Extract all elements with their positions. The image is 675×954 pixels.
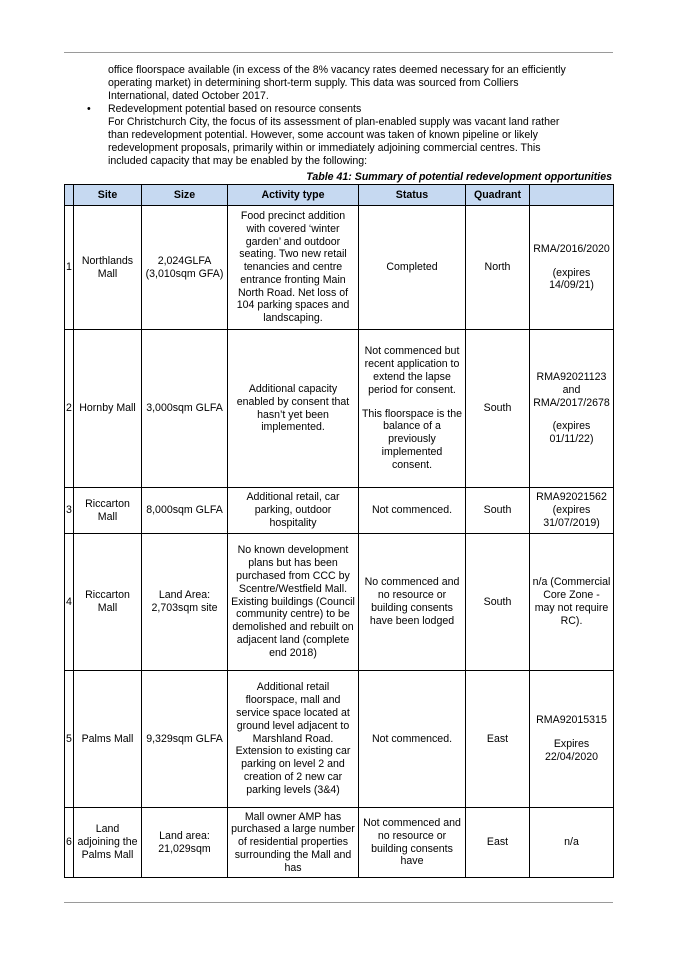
size-cell: 2,024GLFA (3,010sqm GFA) <box>142 206 228 330</box>
continuation-line: operating market) in determining short-term supply. This data was sourced from Colliers <box>108 77 519 89</box>
table-row <box>65 330 614 488</box>
size-cell: Land Area: 2,703sqm site <box>142 534 228 671</box>
quadrant-cell: South <box>466 534 530 671</box>
header-size: Size <box>142 185 228 206</box>
consent-ref: RMA92021562 (expires 31/07/2019) <box>536 491 607 529</box>
consent-cell <box>530 671 614 808</box>
header-rule <box>64 52 613 53</box>
status-note: This floorspace is the balance of a previously implemented consent. <box>361 407 463 471</box>
row-number: 3 <box>65 488 74 534</box>
size-cell: 3,000sqm GLFA <box>142 330 228 488</box>
row-number: 1 <box>65 206 74 330</box>
activity-cell: Additional capacity enabled by consent that hasn’t yet been implemented. <box>228 330 359 488</box>
table-row <box>65 808 614 878</box>
quadrant-cell: East <box>466 671 530 808</box>
consent-cell <box>530 534 614 671</box>
consent-expiry: (expires 01/11/22) <box>549 420 594 446</box>
status-text: Completed <box>386 261 438 274</box>
status-text: Not commenced. <box>371 504 453 517</box>
consent-expiry: (expires 14/09/21) <box>549 266 594 292</box>
consent-cell <box>530 330 614 488</box>
quadrant-cell: North <box>466 206 530 330</box>
status-cell <box>359 330 466 488</box>
consent-expiry: Expires 22/04/2020 <box>544 738 599 763</box>
status-text: Not commenced and no resource or building consents have <box>363 816 461 868</box>
intro-text <box>66 64 614 168</box>
footer-rule <box>64 902 613 903</box>
continuation-line: International, dated October 2017. <box>108 90 269 102</box>
status-cell <box>359 206 466 330</box>
header-quadrant: Quadrant <box>466 185 530 206</box>
site-cell: Land adjoining the Palms Mall <box>74 808 142 878</box>
quadrant-cell: South <box>466 330 530 488</box>
header-num <box>65 185 74 206</box>
activity-cell: No known development plans but has been purchased from CCC by Scentre/Westfield Mall. Existing buildings (Council community centre) to be demolished and rebuilt on adjacent land (complete end 2018) <box>228 534 359 671</box>
site-cell: Northlands Mall <box>74 206 142 330</box>
bullet-item <box>87 103 614 168</box>
size-cell: Land area: 21,029sqm <box>142 808 228 878</box>
activity-cell: Additional retail, car parking, outdoor hospitality <box>228 488 359 534</box>
consent-ref: RMA/2016/2020 <box>533 242 610 255</box>
bullet-title: Redevelopment potential based on resource consents <box>108 103 362 115</box>
activity-cell: Mall owner AMP has purchased a large number of residential properties surrounding the Mall and has <box>228 808 359 878</box>
site-cell: Palms Mall <box>74 671 142 808</box>
site-cell: Riccarton Mall <box>74 534 142 671</box>
redevelopment-table <box>64 184 614 878</box>
quadrant-cell: South <box>466 488 530 534</box>
status-cell <box>359 534 466 671</box>
header-status: Status <box>359 185 466 206</box>
table-header-row <box>65 185 614 206</box>
consent-ref: n/a (Commercial Core Zone - may not require RC). <box>532 576 611 627</box>
table-row <box>65 671 614 808</box>
size-cell: 9,329sqm GLFA <box>142 671 228 808</box>
row-number: 6 <box>65 808 74 878</box>
consent-ref: n/a <box>564 836 579 849</box>
header-activity: Activity type <box>228 185 359 206</box>
status-text: Not commenced. <box>371 732 453 745</box>
row-number: 4 <box>65 534 74 671</box>
header-site: Site <box>74 185 142 206</box>
table-row <box>65 534 614 671</box>
consent-ref: RMA92015315 <box>536 714 607 727</box>
row-number: 2 <box>65 330 74 488</box>
consent-cell <box>530 488 614 534</box>
bullet-body-line: than redevelopment potential. However, some account was taken of known pipeline or likely <box>108 129 538 141</box>
row-number: 5 <box>65 671 74 808</box>
bullet-body-line: redevelopment proposals, primarily within or immediately adjoining commercial centres. This <box>108 142 541 154</box>
size-cell: 8,000sqm GLFA <box>142 488 228 534</box>
status-cell <box>359 488 466 534</box>
consent-cell <box>530 206 614 330</box>
status-cell <box>359 671 466 808</box>
consent-cell <box>530 808 614 878</box>
quadrant-cell: East <box>466 808 530 878</box>
site-cell: Hornby Mall <box>74 330 142 488</box>
activity-cell: Additional retail floorspace, mall and service space located at ground level adjacent to Marshland Road. Extension to existing car parking on level 2 and creation of 2 new car parking levels (3&4) <box>228 671 359 808</box>
header-consent <box>530 185 614 206</box>
table-row <box>65 488 614 534</box>
continuation-paragraph <box>108 64 614 103</box>
bullet-body-line: included capacity that may be enabled by the following: <box>108 155 368 167</box>
table-row <box>65 206 614 330</box>
table-caption: Table 41: Summary of potential redevelopment opportunities <box>306 171 612 183</box>
bullet-dot-icon: • <box>87 103 91 115</box>
consent-ref: RMA92021123 and RMA/2017/2678 <box>533 371 610 409</box>
status-text: Not commenced but recent application to extend the lapse period for consent. <box>364 345 460 396</box>
bullet-body-line: For Christchurch City, the focus of its assessment of plan-enabled supply was vacant land rather <box>108 116 560 128</box>
status-text: No commenced and no resource or building consents have been lodged <box>364 576 460 627</box>
site-cell: Riccarton Mall <box>74 488 142 534</box>
activity-cell: Food precinct addition with covered ‘winter garden’ and outdoor seating. Two new retail tenancies and centre entrance fronting Main North Road. Net loss of 104 parking spaces and landscaping. <box>228 206 359 330</box>
status-cell <box>359 808 466 878</box>
continuation-line: office floorspace available (in excess of the 8% vacancy rates deemed necessary for an efficiently <box>108 64 566 76</box>
